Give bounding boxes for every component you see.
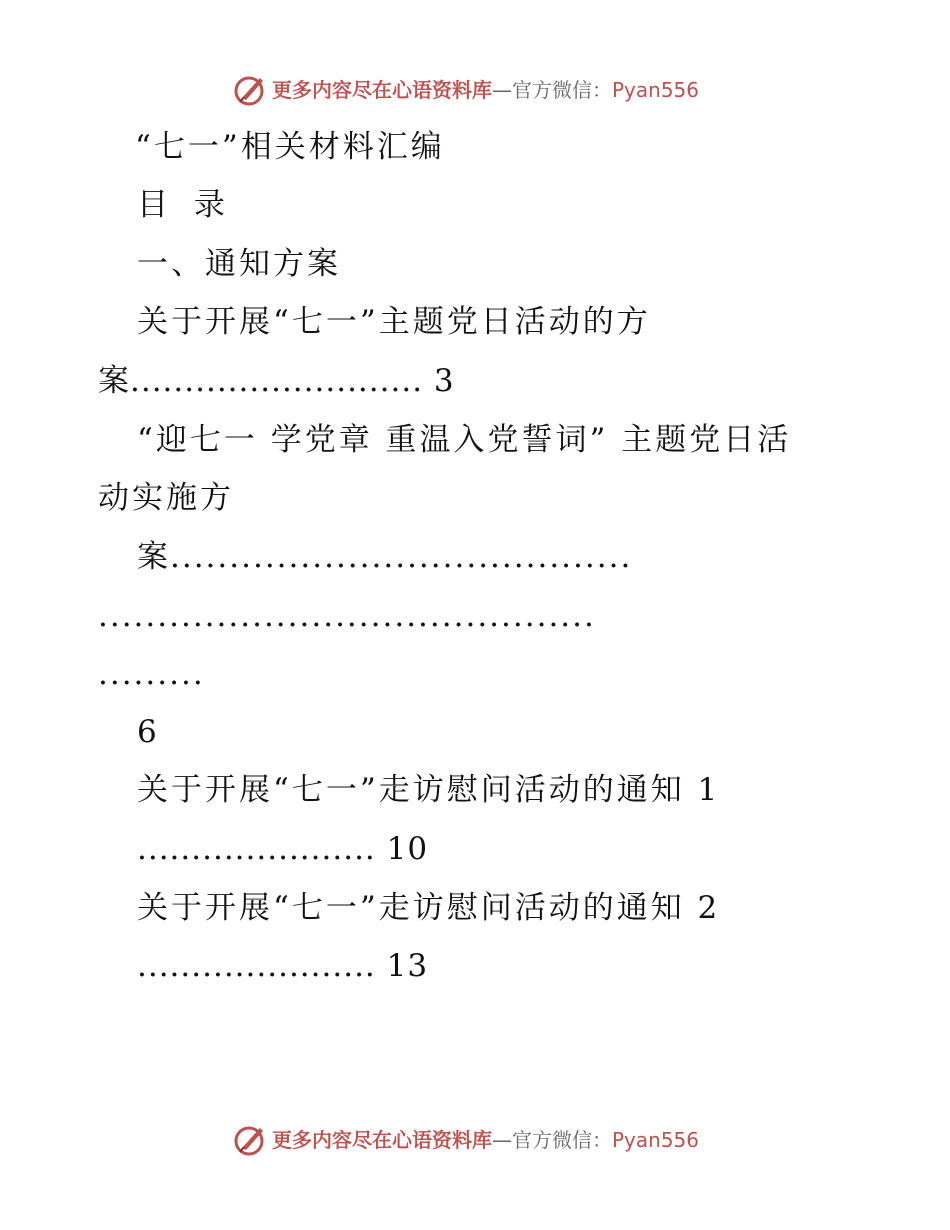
toc-item-2-title-cont: 动实施方 xyxy=(98,480,234,516)
watermark-text xyxy=(272,1128,699,1152)
watermark-label: 官方微信： xyxy=(512,1128,612,1152)
watermark-text xyxy=(272,78,699,102)
toc-item-3-title: 关于开展“七一”走访慰问活动的通知 1 xyxy=(137,772,721,808)
watermark-brand: 更多内容尽在心语资料库 xyxy=(272,1128,492,1152)
watermark-label: 官方微信： xyxy=(512,78,612,102)
toc-item-2-leader-3: ......... xyxy=(98,656,205,692)
toc-item-2-page: 6 xyxy=(137,714,160,750)
watermark-wechat: Pyan556 xyxy=(612,1128,700,1152)
toc-item-3-leader: ...................... 10 xyxy=(137,831,429,867)
toc-item-2-leader-2: .......................................... xyxy=(98,598,596,634)
watermark-separator: — xyxy=(492,78,512,102)
toc-item-4-title: 关于开展“七一”走访慰问活动的通知 2 xyxy=(137,890,721,926)
watermark-separator: — xyxy=(492,1128,512,1152)
toc-heading: 目 录 xyxy=(137,187,233,223)
toc-item-1-title: 关于开展“七一”主题党日活动的方 xyxy=(137,304,651,340)
toc-item-4-leader: ...................... 13 xyxy=(137,948,429,984)
toc-item-2-leader-1: 案....................................... xyxy=(137,539,633,575)
toc-item-1-leader: 案........................... 3 xyxy=(98,363,455,399)
doc-title: “七一”相关材料汇编 xyxy=(135,129,445,165)
quill-logo-icon xyxy=(232,1122,268,1158)
footer-watermark xyxy=(0,1120,950,1160)
section-heading: 一、通知方案 xyxy=(137,246,341,282)
header-watermark xyxy=(0,70,950,110)
quill-logo-icon xyxy=(232,72,268,108)
watermark-brand: 更多内容尽在心语资料库 xyxy=(272,78,492,102)
toc-item-2-title: “迎七一 学党章 重温入党誓词” 主题党日活 xyxy=(137,422,792,458)
watermark-wechat: Pyan556 xyxy=(612,78,700,102)
